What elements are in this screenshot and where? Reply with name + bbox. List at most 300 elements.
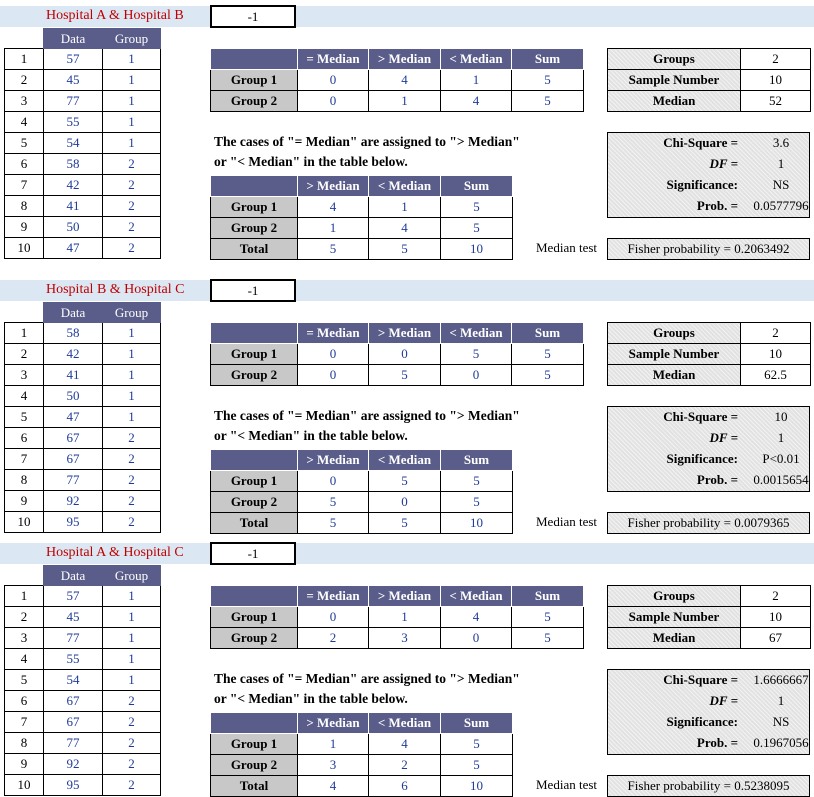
sample-number-label: Sample Number xyxy=(608,607,741,628)
row-index[interactable]: 3 xyxy=(5,91,44,112)
group-cell[interactable]: 2 xyxy=(103,733,161,754)
data-cell[interactable]: 47 xyxy=(44,238,103,259)
sum-header: Sum xyxy=(441,176,513,197)
data-cell[interactable]: 58 xyxy=(44,323,103,344)
median-count-table xyxy=(210,585,584,649)
group-cell[interactable]: 1 xyxy=(103,586,161,607)
assigned-count-cell[interactable]: 5 xyxy=(298,492,369,513)
sample-number-value[interactable]: 10 xyxy=(741,344,811,365)
assigned-count-cell[interactable]: 3 xyxy=(298,755,369,776)
lt-median-header: < Median xyxy=(441,586,512,607)
group-cell[interactable]: 2 xyxy=(103,217,161,238)
row-index[interactable]: 2 xyxy=(5,70,44,91)
median-test-label: Median test xyxy=(536,514,598,529)
sum-header: Sum xyxy=(441,713,513,734)
assigned-count-cell[interactable]: 5 xyxy=(369,239,441,260)
section-value-cell[interactable]: -1 xyxy=(210,542,296,565)
group-cell[interactable]: 2 xyxy=(103,238,161,259)
table-row xyxy=(5,586,161,607)
chi-square-stats-box xyxy=(607,669,810,755)
row-index[interactable]: 7 xyxy=(5,175,44,196)
groups-label: Groups xyxy=(608,49,741,70)
data-column-header: Data xyxy=(44,303,103,323)
table-row xyxy=(5,628,161,649)
row-index[interactable]: 9 xyxy=(5,491,44,512)
assigned-count-cell[interactable]: 5 xyxy=(441,471,513,492)
sum-header: Sum xyxy=(512,323,584,344)
lt-median-header: < Median xyxy=(369,450,441,471)
data-cell[interactable]: 54 xyxy=(44,670,103,691)
fisher-label: Fisher probability = xyxy=(627,778,731,793)
assigned-count-cell[interactable]: 5 xyxy=(441,755,513,776)
data-cell[interactable]: 41 xyxy=(44,365,103,386)
table-row xyxy=(5,712,161,733)
df-label: DF = xyxy=(709,693,738,708)
table-row xyxy=(5,91,161,112)
data-cell[interactable]: 77 xyxy=(44,470,103,491)
table-row xyxy=(5,365,161,386)
median-value[interactable]: 62.5 xyxy=(741,365,811,386)
df-value[interactable]: 1 xyxy=(777,430,785,445)
group-column-header: Group xyxy=(103,303,161,323)
group1-row-label: Group 1 xyxy=(211,197,298,218)
table-row xyxy=(5,196,161,217)
table-row xyxy=(211,734,513,755)
row-index[interactable]: 5 xyxy=(5,133,44,154)
median-value[interactable]: 52 xyxy=(741,91,811,112)
data-cell[interactable]: 77 xyxy=(44,733,103,754)
group-cell[interactable]: 2 xyxy=(103,428,161,449)
section-title: Hospital A & Hospital B xyxy=(46,8,184,23)
group-cell[interactable]: 2 xyxy=(103,712,161,733)
row-index[interactable]: 6 xyxy=(5,428,44,449)
chi-square-label: Chi-Square = xyxy=(663,409,738,424)
data-table xyxy=(4,28,161,259)
data-table xyxy=(4,302,161,533)
table-row xyxy=(211,365,584,386)
significance-value[interactable]: P<0.01 xyxy=(762,451,800,466)
count-cell[interactable]: 5 xyxy=(512,344,584,365)
row-index[interactable]: 8 xyxy=(5,470,44,491)
count-cell[interactable]: 3 xyxy=(369,628,441,649)
fisher-value[interactable]: 0.5238095 xyxy=(734,778,790,793)
gt-median-header: > Median xyxy=(298,450,369,471)
row-index[interactable]: 2 xyxy=(5,607,44,628)
df-value[interactable]: 1 xyxy=(777,156,785,171)
significance-label: Significance: xyxy=(666,177,738,192)
significance-value[interactable]: NS xyxy=(772,177,790,192)
table-row xyxy=(5,344,161,365)
group-cell[interactable]: 1 xyxy=(103,386,161,407)
group-cell[interactable]: 2 xyxy=(103,491,161,512)
group-cell[interactable]: 2 xyxy=(103,470,161,491)
group-cell[interactable]: 1 xyxy=(103,628,161,649)
significance-label: Significance: xyxy=(666,714,738,729)
group-cell[interactable]: 1 xyxy=(103,323,161,344)
fisher-label: Fisher probability = xyxy=(627,241,731,256)
data-cell[interactable]: 58 xyxy=(44,154,103,175)
count-cell[interactable]: 1 xyxy=(369,91,441,112)
row-index[interactable]: 10 xyxy=(5,238,44,259)
assigned-count-cell[interactable]: 4 xyxy=(298,776,369,797)
df-label: DF = xyxy=(709,430,738,445)
prob-label: Prob. = xyxy=(696,472,738,487)
row-index[interactable]: 4 xyxy=(5,386,44,407)
row-index[interactable]: 7 xyxy=(5,449,44,470)
sample-number-value[interactable]: 10 xyxy=(741,70,811,91)
table-row xyxy=(211,492,513,513)
fisher-probability-box xyxy=(607,775,810,797)
table-row xyxy=(5,154,161,175)
data-table xyxy=(4,565,161,796)
table-row xyxy=(211,91,584,112)
table-row xyxy=(211,239,513,260)
median-test-label: Median test xyxy=(536,240,598,255)
assigned-count-cell[interactable]: 5 xyxy=(441,197,513,218)
assigned-count-cell[interactable]: 0 xyxy=(298,471,369,492)
chi-square-value[interactable]: 3.6 xyxy=(772,135,790,150)
sum-header: Sum xyxy=(512,49,584,70)
table-row xyxy=(5,754,161,775)
assigned-count-cell[interactable]: 5 xyxy=(441,734,513,755)
assigned-count-cell[interactable]: 2 xyxy=(369,755,441,776)
data-cell[interactable]: 77 xyxy=(44,91,103,112)
table-row xyxy=(5,607,161,628)
count-cell[interactable]: 2 xyxy=(298,628,369,649)
table-row xyxy=(5,449,161,470)
chi-square-stats-box xyxy=(607,132,810,218)
data-cell[interactable]: 50 xyxy=(44,217,103,238)
gt-median-header: > Median xyxy=(369,586,441,607)
gt-median-header: > Median xyxy=(369,49,441,70)
assigned-count-cell[interactable]: 1 xyxy=(298,734,369,755)
count-cell[interactable]: 5 xyxy=(512,70,584,91)
table-row xyxy=(211,344,584,365)
assigned-count-cell[interactable]: 10 xyxy=(441,513,513,534)
row-index[interactable]: 5 xyxy=(5,407,44,428)
note-line-2: or "< Median" in the table below. xyxy=(214,154,408,169)
row-index[interactable]: 7 xyxy=(5,712,44,733)
data-cell[interactable]: 42 xyxy=(44,344,103,365)
eq-median-header: = Median xyxy=(298,49,369,70)
group-row-label: Group 2 xyxy=(211,628,298,649)
assigned-count-cell[interactable]: 10 xyxy=(441,239,513,260)
table-row xyxy=(5,512,161,533)
section-value-cell[interactable]: -1 xyxy=(210,279,296,302)
group-cell[interactable]: 1 xyxy=(103,49,161,70)
data-cell[interactable]: 67 xyxy=(44,449,103,470)
table-row xyxy=(5,670,161,691)
assigned-count-cell[interactable]: 5 xyxy=(298,513,369,534)
count-cell[interactable]: 0 xyxy=(298,365,369,386)
prob-value[interactable]: 0.1967056 xyxy=(753,735,809,750)
group2-row-label: Group 2 xyxy=(211,492,298,513)
group-cell[interactable]: 2 xyxy=(103,754,161,775)
data-cell[interactable]: 54 xyxy=(44,133,103,154)
row-index[interactable]: 3 xyxy=(5,365,44,386)
data-cell[interactable]: 57 xyxy=(44,49,103,70)
eq-median-header: = Median xyxy=(298,323,369,344)
group-cell[interactable]: 1 xyxy=(103,365,161,386)
note-line-1: The cases of "= Median" are assigned to "> Median" xyxy=(214,671,520,686)
summary-info-table xyxy=(607,322,811,386)
group-row-label: Group 1 xyxy=(211,344,298,365)
count-cell[interactable]: 0 xyxy=(441,365,512,386)
assigned-count-cell[interactable]: 10 xyxy=(441,776,513,797)
group-cell[interactable]: 1 xyxy=(103,133,161,154)
count-cell[interactable]: 0 xyxy=(298,70,369,91)
row-index[interactable]: 5 xyxy=(5,670,44,691)
sum-header: Sum xyxy=(512,586,584,607)
summary-info-table xyxy=(607,48,811,112)
data-cell[interactable]: 45 xyxy=(44,70,103,91)
lt-median-header: < Median xyxy=(369,713,441,734)
count-cell[interactable]: 0 xyxy=(369,344,441,365)
count-cell[interactable]: 1 xyxy=(441,70,512,91)
assigned-count-table xyxy=(210,175,513,260)
count-cell[interactable]: 4 xyxy=(369,70,441,91)
df-label: DF = xyxy=(709,156,738,171)
groups-value[interactable]: 2 xyxy=(741,586,811,607)
group-cell[interactable]: 1 xyxy=(103,112,161,133)
fisher-value[interactable]: 0.2063492 xyxy=(734,241,790,256)
group2-row-label: Group 2 xyxy=(211,218,298,239)
row-index[interactable]: 8 xyxy=(5,196,44,217)
assigned-count-table xyxy=(210,712,513,797)
total-row-label: Total xyxy=(211,776,298,797)
group-cell[interactable]: 2 xyxy=(103,775,161,796)
row-index[interactable]: 1 xyxy=(5,49,44,70)
count-cell[interactable]: 5 xyxy=(369,365,441,386)
median-value[interactable]: 67 xyxy=(741,628,811,649)
assigned-count-cell[interactable]: 0 xyxy=(369,492,441,513)
count-cell[interactable]: 1 xyxy=(369,607,441,628)
group-row-label: Group 2 xyxy=(211,91,298,112)
section-title: Hospital A & Hospital C xyxy=(46,545,184,560)
data-cell[interactable]: 92 xyxy=(44,754,103,775)
row-index[interactable]: 9 xyxy=(5,754,44,775)
assigned-count-cell[interactable]: 6 xyxy=(369,776,441,797)
prob-value[interactable]: 0.0577796 xyxy=(753,198,809,213)
table-row xyxy=(5,323,161,344)
significance-label: Significance: xyxy=(666,451,738,466)
assigned-count-cell[interactable]: 5 xyxy=(369,513,441,534)
groups-value[interactable]: 2 xyxy=(741,323,811,344)
group2-row-label: Group 2 xyxy=(211,755,298,776)
note-line-2: or "< Median" in the table below. xyxy=(214,428,408,443)
table-row xyxy=(5,428,161,449)
row-index[interactable]: 6 xyxy=(5,691,44,712)
table-row xyxy=(5,133,161,154)
row-index[interactable]: 1 xyxy=(5,323,44,344)
data-cell[interactable]: 57 xyxy=(44,586,103,607)
data-cell[interactable]: 95 xyxy=(44,512,103,533)
sample-number-label: Sample Number xyxy=(608,344,741,365)
table-row xyxy=(5,49,161,70)
data-column-header: Data xyxy=(44,29,103,49)
count-cell[interactable]: 5 xyxy=(512,365,584,386)
table-row xyxy=(211,776,513,797)
count-cell[interactable]: 4 xyxy=(441,607,512,628)
median-label: Median xyxy=(608,365,741,386)
group-cell[interactable]: 1 xyxy=(103,670,161,691)
fisher-probability-box xyxy=(607,238,810,260)
count-cell[interactable]: 4 xyxy=(441,91,512,112)
lt-median-header: < Median xyxy=(441,323,512,344)
table-row xyxy=(5,470,161,491)
lt-median-header: < Median xyxy=(369,176,441,197)
section-title: Hospital B & Hospital C xyxy=(46,282,185,297)
row-index[interactable]: 3 xyxy=(5,628,44,649)
count-cell[interactable]: 0 xyxy=(298,607,369,628)
row-index[interactable]: 10 xyxy=(5,512,44,533)
table-row xyxy=(211,755,513,776)
data-column-header: Data xyxy=(44,566,103,586)
note-line-1: The cases of "= Median" are assigned to "> Median" xyxy=(214,408,520,423)
lt-median-header: < Median xyxy=(441,49,512,70)
data-cell[interactable]: 67 xyxy=(44,691,103,712)
assigned-count-cell[interactable]: 1 xyxy=(369,197,441,218)
chi-square-stats-box xyxy=(607,406,810,492)
assigned-count-cell[interactable]: 5 xyxy=(369,471,441,492)
group-cell[interactable]: 2 xyxy=(103,175,161,196)
data-cell[interactable]: 42 xyxy=(44,175,103,196)
assigned-count-cell[interactable]: 5 xyxy=(441,492,513,513)
assigned-count-cell[interactable]: 1 xyxy=(298,218,369,239)
prob-value[interactable]: 0.0015654 xyxy=(753,472,809,487)
table-row xyxy=(5,491,161,512)
gt-median-header: > Median xyxy=(298,713,369,734)
table-row xyxy=(5,386,161,407)
data-cell[interactable]: 50 xyxy=(44,386,103,407)
group-row-label: Group 1 xyxy=(211,70,298,91)
data-cell[interactable]: 77 xyxy=(44,628,103,649)
table-row xyxy=(5,112,161,133)
table-row xyxy=(5,70,161,91)
data-cell[interactable]: 55 xyxy=(44,112,103,133)
df-value[interactable]: 1 xyxy=(777,693,785,708)
count-cell[interactable]: 5 xyxy=(512,628,584,649)
groups-label: Groups xyxy=(608,586,741,607)
row-index[interactable]: 9 xyxy=(5,217,44,238)
assigned-count-cell[interactable]: 5 xyxy=(441,218,513,239)
data-cell[interactable]: 95 xyxy=(44,775,103,796)
assigned-count-cell[interactable]: 4 xyxy=(369,218,441,239)
group-cell[interactable]: 1 xyxy=(103,91,161,112)
data-cell[interactable]: 55 xyxy=(44,649,103,670)
prob-label: Prob. = xyxy=(696,735,738,750)
table-row xyxy=(211,218,513,239)
row-index[interactable]: 4 xyxy=(5,649,44,670)
summary-info-table xyxy=(607,585,811,649)
assigned-count-cell[interactable]: 4 xyxy=(298,197,369,218)
data-cell[interactable]: 92 xyxy=(44,491,103,512)
row-index[interactable]: 4 xyxy=(5,112,44,133)
table-row xyxy=(5,649,161,670)
group-cell[interactable]: 2 xyxy=(103,449,161,470)
table-row xyxy=(5,691,161,712)
group-cell[interactable]: 2 xyxy=(103,691,161,712)
eq-median-header: = Median xyxy=(298,586,369,607)
gt-median-header: > Median xyxy=(298,176,369,197)
data-cell[interactable]: 67 xyxy=(44,712,103,733)
chi-square-label: Chi-Square = xyxy=(663,672,738,687)
row-index[interactable]: 10 xyxy=(5,775,44,796)
chi-square-value[interactable]: 1.6666667 xyxy=(753,672,809,687)
group-cell[interactable]: 1 xyxy=(103,649,161,670)
sum-header: Sum xyxy=(441,450,513,471)
groups-label: Groups xyxy=(608,323,741,344)
chi-square-value[interactable]: 10 xyxy=(774,409,788,424)
group-column-header: Group xyxy=(103,29,161,49)
significance-value[interactable]: NS xyxy=(772,714,790,729)
chi-square-label: Chi-Square = xyxy=(663,135,738,150)
row-index[interactable]: 1 xyxy=(5,586,44,607)
sample-number-value[interactable]: 10 xyxy=(741,607,811,628)
section-value-cell[interactable]: -1 xyxy=(210,5,296,28)
note-line-1: The cases of "= Median" are assigned to "> Median" xyxy=(214,134,520,149)
group-column-header: Group xyxy=(103,566,161,586)
table-row xyxy=(5,175,161,196)
sample-number-label: Sample Number xyxy=(608,70,741,91)
fisher-value[interactable]: 0.0079365 xyxy=(734,515,790,530)
assigned-count-cell[interactable]: 5 xyxy=(298,239,369,260)
total-row-label: Total xyxy=(211,513,298,534)
table-row xyxy=(5,407,161,428)
assigned-count-table xyxy=(210,449,513,534)
count-cell[interactable]: 0 xyxy=(298,344,369,365)
median-count-table xyxy=(210,322,584,386)
table-row xyxy=(211,607,584,628)
count-cell[interactable]: 0 xyxy=(298,91,369,112)
groups-value[interactable]: 2 xyxy=(741,49,811,70)
assigned-count-cell[interactable]: 4 xyxy=(369,734,441,755)
data-cell[interactable]: 67 xyxy=(44,428,103,449)
data-cell[interactable]: 47 xyxy=(44,407,103,428)
group-cell[interactable]: 2 xyxy=(103,154,161,175)
row-index[interactable]: 8 xyxy=(5,733,44,754)
table-row xyxy=(5,238,161,259)
group-cell[interactable]: 1 xyxy=(103,70,161,91)
table-row xyxy=(211,628,584,649)
fisher-probability-box xyxy=(607,512,810,534)
note-line-2: or "< Median" in the table below. xyxy=(214,691,408,706)
group-cell[interactable]: 2 xyxy=(103,512,161,533)
table-row xyxy=(5,217,161,238)
row-index[interactable]: 2 xyxy=(5,344,44,365)
data-cell[interactable]: 41 xyxy=(44,196,103,217)
group-row-label: Group 1 xyxy=(211,607,298,628)
gt-median-header: > Median xyxy=(369,323,441,344)
group1-row-label: Group 1 xyxy=(211,471,298,492)
row-index[interactable]: 6 xyxy=(5,154,44,175)
group-row-label: Group 2 xyxy=(211,365,298,386)
data-cell[interactable]: 45 xyxy=(44,607,103,628)
count-cell[interactable]: 0 xyxy=(441,628,512,649)
count-cell[interactable]: 5 xyxy=(512,91,584,112)
median-test-label: Median test xyxy=(536,777,598,792)
table-row xyxy=(5,733,161,754)
group-cell[interactable]: 1 xyxy=(103,607,161,628)
group-cell[interactable]: 2 xyxy=(103,196,161,217)
group-cell[interactable]: 1 xyxy=(103,344,161,365)
group-cell[interactable]: 1 xyxy=(103,407,161,428)
fisher-label: Fisher probability = xyxy=(627,515,731,530)
prob-label: Prob. = xyxy=(696,198,738,213)
group1-row-label: Group 1 xyxy=(211,734,298,755)
count-cell[interactable]: 5 xyxy=(441,344,512,365)
count-cell[interactable]: 5 xyxy=(512,607,584,628)
